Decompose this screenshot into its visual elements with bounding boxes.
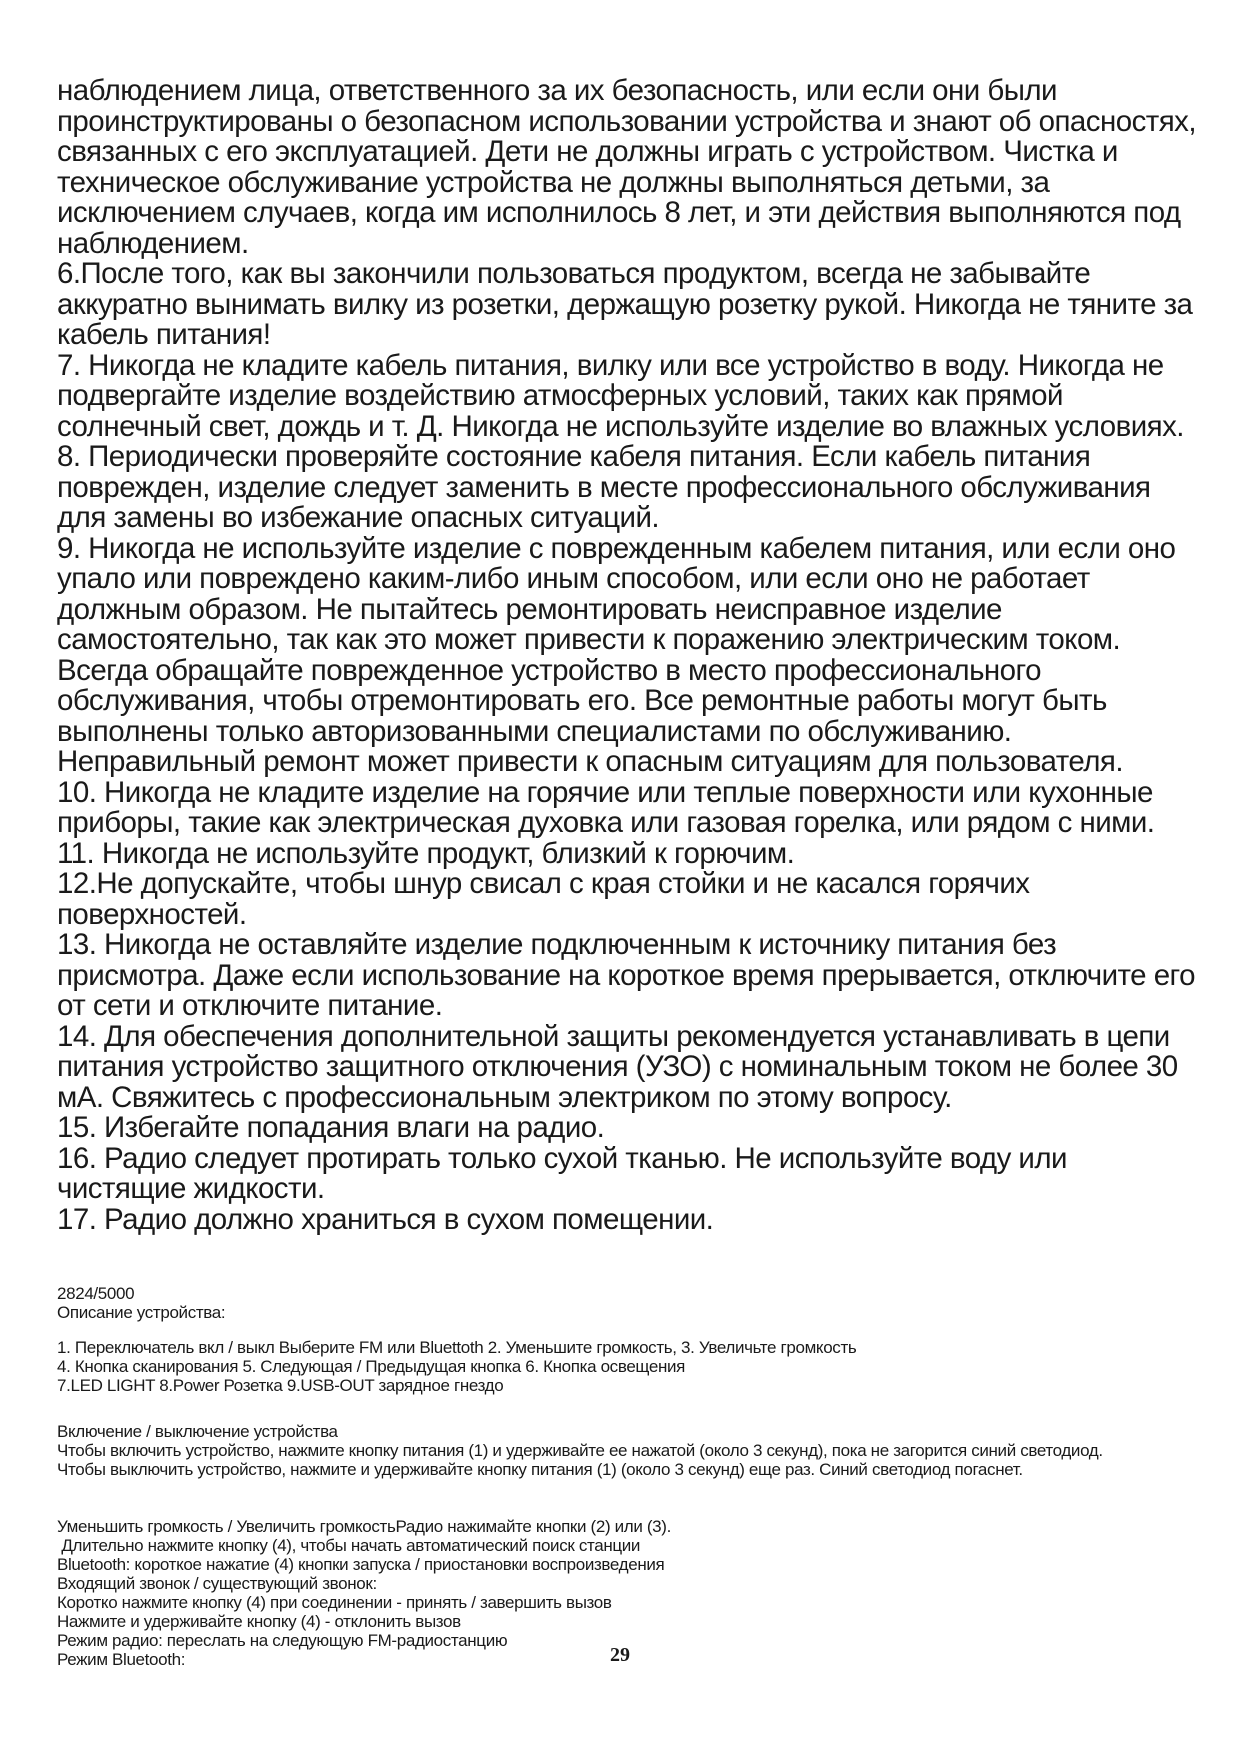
controls-line: Коротко нажмите кнопку (4) при соединении - принять / завершить вызов	[57, 1593, 612, 1612]
safety-paragraph: 10. Никогда не кладите изделие на горячие или теплые поверхности или кухонные приборы, такие как электрическая духовка или газовая горелка, или рядом с ними.	[57, 775, 1155, 839]
safety-paragraph: 16. Радио следует протирать только сухой тканью. Не используйте воду или чистящие жидкости.	[57, 1141, 1067, 1205]
device-parts-list	[57, 1338, 1197, 1395]
controls-line: Нажмите и удерживайте кнопку (4) - отклонить вызов	[57, 1612, 461, 1631]
safety-paragraph: 7. Никогда не кладите кабель питания, вилку или все устройство в воду. Никогда не подвергайте изделие воздействию атмосферных условий, таких как прямой солнечный свет, дождь и т. Д. Никогда не используйте изделие во влажных условиях.	[57, 348, 1184, 443]
page-number: 29	[610, 1644, 630, 1666]
controls-line: Режим Bluetooth:	[57, 1650, 186, 1669]
controls-line: Режим радио: переслать на следующую FM-радиостанцию	[57, 1631, 508, 1650]
device-parts-line: 7.LED LIGHT 8.Power Розетка 9.USB-OUT зарядное гнездо	[57, 1376, 504, 1395]
device-code: 2824/5000	[57, 1284, 135, 1303]
power-heading: Включение / выключение устройства	[57, 1422, 338, 1441]
safety-paragraph: 9. Никогда не используйте изделие с поврежденным кабелем питания, или если оно упало или повреждено каким-либо иным способом, или если оно не работает должным образом. Не пытайтесь ремонтировать неисправное изделие самостоятельно, так как это может привести к поражению электрическим током. Всегда обращайте поврежденное устройство в место профессионального обслуживания, чтобы отремонтировать его. Все ремонтные работы могут быть выполнены только авторизованными специалистами по обслуживанию. Неправильный ремонт может привести к опасным ситуациям для пользователя.	[57, 531, 1176, 778]
safety-paragraph: 17. Радио должно храниться в сухом помещении.	[57, 1202, 714, 1236]
controls-line: Bluetooth: короткое нажатие (4) кнопки запуска / приостановки воспроизведения	[57, 1555, 665, 1574]
safety-paragraph: 14. Для обеспечения дополнительной защиты рекомендуется устанавливать в цепи питания устройство защитного отключения (УЗО) с номинальным током не более 30 мА. Свяжитесь с профессиональным электриком по этому вопросу.	[57, 1019, 1178, 1114]
power-on-text: Чтобы включить устройство, нажмите кнопку питания (1) и удерживайте ее нажатой (около 3 секунд), пока не загорится синий светодиод.	[57, 1441, 1103, 1460]
safety-paragraph: 8. Периодически проверяйте состояние кабеля питания. Если кабель питания поврежден, изделие следует заменить в месте профессионального обслуживания для замены во избежание опасных ситуаций.	[57, 440, 1151, 534]
safety-paragraph: 12.Не допускайте, чтобы шнур свисал с края стойки и не касался горячих поверхностей.	[57, 867, 1030, 931]
safety-paragraph: 15. Избегайте попадания влаги на радио.	[57, 1111, 605, 1144]
safety-instructions	[57, 76, 1197, 1235]
safety-paragraph: 11. Никогда не используйте продукт, близкий к горючим.	[57, 836, 795, 870]
device-code-block	[57, 1284, 1197, 1322]
controls-line: Входящий звонок / существующий звонок:	[57, 1574, 377, 1593]
safety-paragraph: наблюдением лица, ответственного за их безопасность, или если они были проинструктированы о безопасном использовании устройства и знают об опасностях, связанных с его эксплуатацией. Дети не должны играть с устройством. Чистка и техническое обслуживание устройства не должны выполняться детьми, за исключением случаев, когда им исполнилось 8 лет, и эти действия выполняются под наблюдением.	[57, 74, 1197, 260]
device-parts-line: 1. Переключатель вкл / выкл Выберите FM или Bluettoth 2. Уменьшите громкость, 3. Увеличьте громкость	[57, 1338, 857, 1357]
safety-paragraph: 6.После того, как вы закончили пользоваться продуктом, всегда не забывайте аккуратно вынимать вилку из розетки, держащую розетку рукой. Никогда не тяните за кабель питания!	[57, 257, 1193, 351]
controls-line: Уменьшить громкость / Увеличить громкостьРадио нажимайте кнопки (2) или (3).	[57, 1517, 671, 1536]
controls-line: Длительно нажмите кнопку (4), чтобы начать автоматический поиск станции	[57, 1536, 641, 1555]
device-parts-line: 4. Кнопка сканирования 5. Следующая / Предыдущая кнопка 6. Кнопка освещения	[57, 1357, 686, 1376]
power-section	[57, 1422, 1197, 1479]
safety-paragraph: 13. Никогда не оставляйте изделие подключенным к источнику питания без присмотра. Даже если использование на короткое время прерывается, отключите его от сети и отключите питание.	[57, 928, 1195, 1022]
power-off-text: Чтобы выключить устройство, нажмите и удерживайте кнопку питания (1) (около 3 секунд) еще раз. Синий светодиод погаснет.	[57, 1460, 1023, 1479]
device-description-heading: Описание устройства:	[57, 1303, 226, 1322]
